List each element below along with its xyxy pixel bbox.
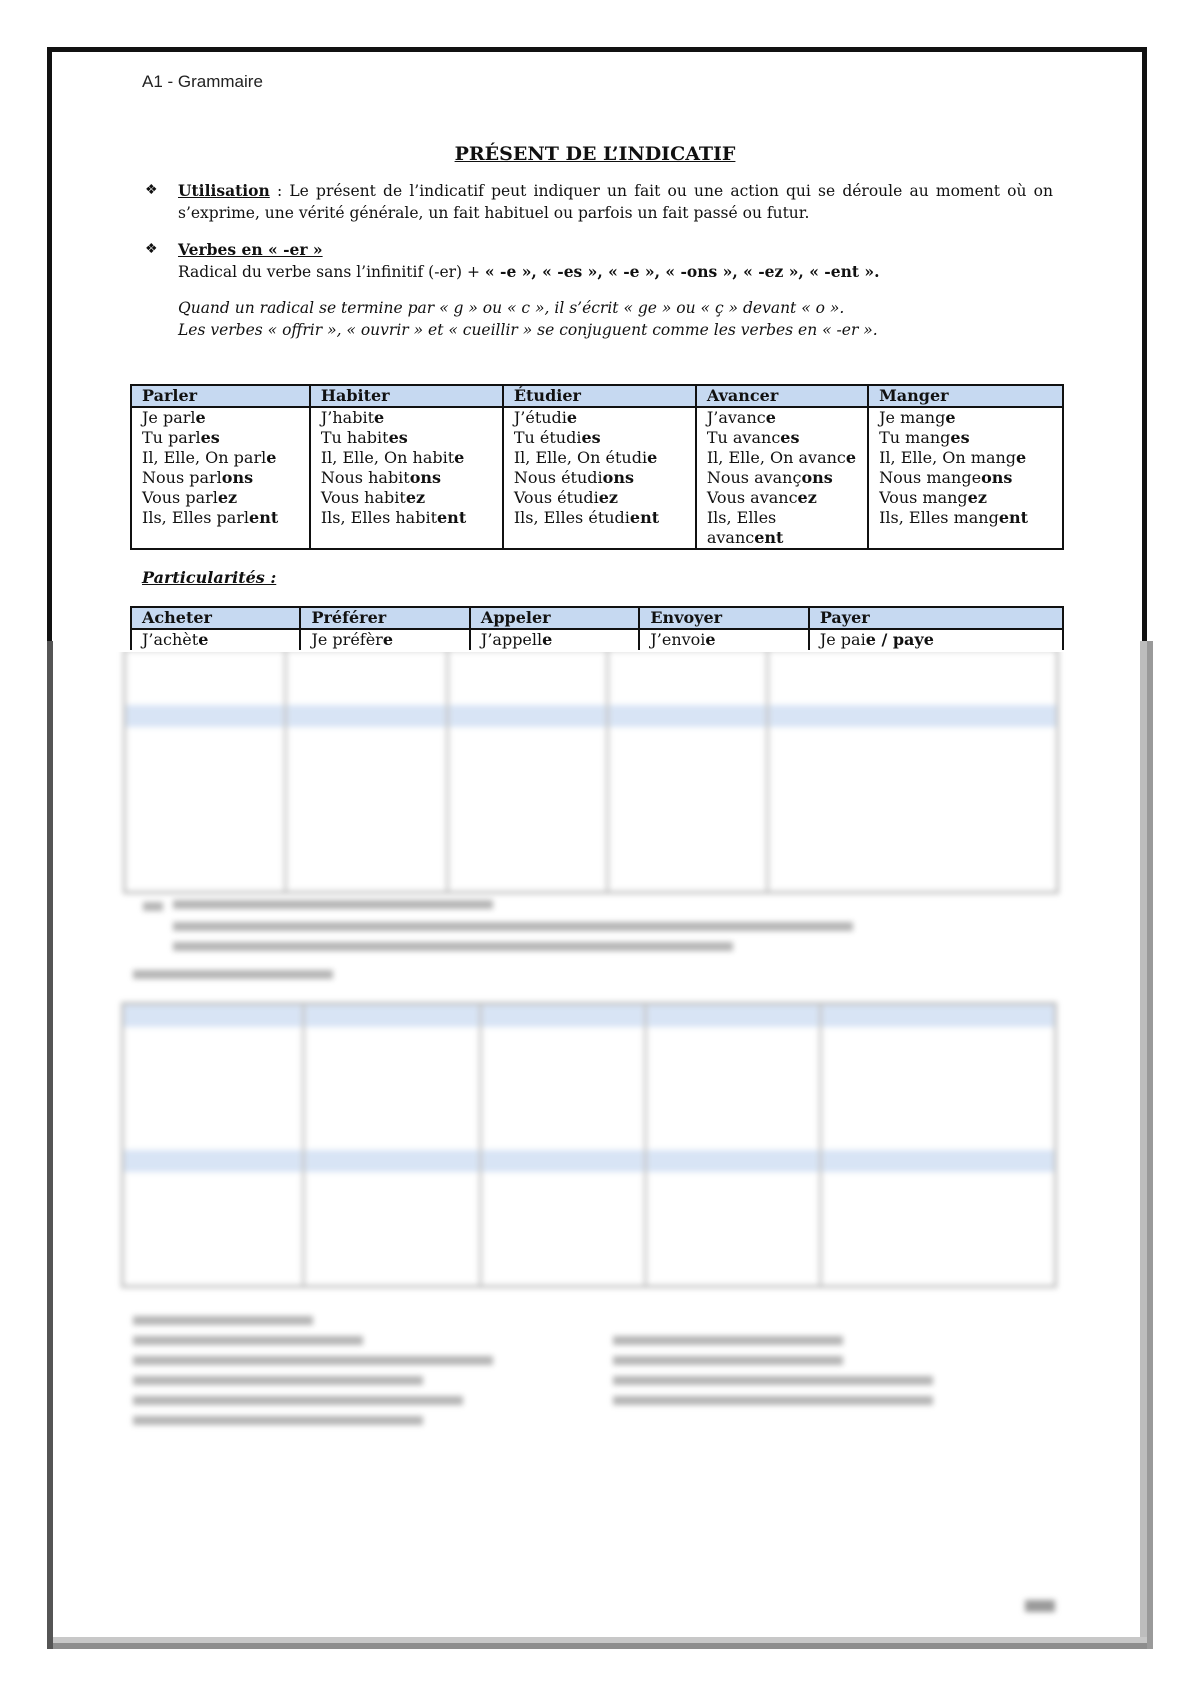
verb-ending: ez: [405, 488, 426, 507]
conjugation-line: [514, 448, 685, 468]
conjugation-line: [142, 630, 289, 650]
verb-stem: Il, Elle, On mang: [879, 448, 1017, 467]
verb-stem: Nous parl: [142, 468, 222, 487]
conjugation-line: [142, 508, 299, 528]
conjugation-line: [321, 448, 492, 468]
conjugation-cell: [696, 407, 868, 549]
verb-ending: ez: [217, 488, 238, 507]
verb-ending: es: [388, 428, 408, 447]
page-frame-top: [47, 47, 1147, 641]
conjugation-line: [514, 488, 685, 508]
verb-stem: Tu habit: [320, 428, 389, 447]
verb-ending: ons: [981, 468, 1013, 487]
verb-ending: ez: [967, 488, 987, 507]
verb-ending: e: [566, 408, 578, 427]
conjugation-line: [311, 630, 458, 650]
column-header: Acheter: [131, 607, 300, 629]
column-header: Manger: [868, 385, 1063, 407]
verb-stem: Il, Elle, On parl: [142, 448, 267, 467]
verb-stem: Je pai: [819, 630, 866, 649]
verb-stem: Ils, Elles parl: [142, 508, 250, 527]
verb-ending: es: [200, 428, 220, 447]
conjugation-line: [142, 408, 299, 428]
verb-ending: ez: [598, 488, 618, 507]
verb-stem: Ils, Elles avanc: [706, 508, 777, 547]
conjugation-line: [879, 508, 1052, 528]
verb-stem: Tu parl: [142, 428, 201, 447]
page-number-blurred: [1025, 1600, 1055, 1612]
verb-stem: Vous mang: [879, 488, 968, 507]
conjugation-line: [514, 408, 685, 428]
verb-stem: Il, Elle, On habit: [320, 448, 455, 467]
verb-stem: J’étudi: [513, 408, 567, 427]
column-header: Envoyer: [639, 607, 808, 629]
blurred-table: [121, 1002, 1057, 1288]
note-g-c: Quand un radical se termine par « g » ou « c », il s’écrit « ge » ou « ç » devant « o ».: [178, 299, 845, 317]
verb-ending: e: [198, 630, 209, 649]
verb-ending: ent: [629, 508, 660, 527]
verb-stem: Ils, Elles mang: [879, 508, 999, 527]
conjugation-cell: [131, 629, 300, 650]
conjugation-line: [707, 428, 857, 448]
column-header: Payer: [809, 607, 1063, 629]
conjugation-line: [707, 508, 857, 548]
conjugation-cell: [639, 629, 808, 650]
verb-ending: es: [581, 428, 601, 447]
page-title: [0, 143, 1190, 165]
verb-ending: ent: [998, 508, 1029, 527]
verb-ending: e: [454, 448, 465, 467]
utilisation-paragraph: [178, 180, 1053, 224]
conjugation-line: [707, 468, 857, 488]
page-header: A1 - Grammaire: [142, 72, 263, 91]
verb-ending: e: [705, 630, 716, 649]
verb-stem: Vous étudi: [513, 488, 599, 507]
verb-ending: ons: [602, 468, 634, 487]
verb-stem: Nous étudi: [513, 468, 603, 487]
verb-stem: Il, Elle, On étudi: [513, 448, 648, 467]
conjugation-cell: [470, 629, 639, 650]
conjugation-line: [707, 448, 857, 468]
column-header: Parler: [131, 385, 310, 407]
verb-ending: ons: [801, 468, 833, 487]
conjugation-table-particularites: [130, 606, 1064, 650]
conjugation-line: [707, 408, 857, 428]
verbes-er-rule: [178, 261, 1053, 283]
verb-ending: ent: [754, 528, 784, 547]
verb-ending: e: [542, 630, 553, 649]
verb-ending: es: [950, 428, 970, 447]
column-header: Habiter: [310, 385, 503, 407]
column-header: Préférer: [300, 607, 469, 629]
conjugation-cell: [300, 629, 469, 650]
verb-stem: Je parl: [142, 408, 196, 427]
verb-stem: Nous mange: [879, 468, 982, 487]
verb-stem: Vous avanc: [706, 488, 798, 507]
blurred-content-region: [53, 652, 1140, 1631]
diamond-bullet-icon: ❖: [145, 182, 158, 198]
verb-stem: Je préfèr: [311, 630, 383, 649]
conjugation-line: [321, 468, 492, 488]
verb-ending: e: [1016, 448, 1027, 467]
verb-ending: e: [945, 408, 956, 427]
conjugation-line: [321, 488, 492, 508]
conjugation-table-er: [130, 384, 1064, 550]
verb-stem: J’habit: [320, 408, 374, 427]
verbes-er-section: [178, 239, 1053, 341]
conjugation-line: [321, 408, 492, 428]
conjugation-line: [142, 468, 299, 488]
verb-stem: Tu avanc: [706, 428, 781, 447]
blurred-table: [123, 652, 1059, 894]
conjugation-line: [879, 448, 1052, 468]
verb-ending: e: [266, 448, 277, 467]
conjugation-line: [514, 468, 685, 488]
conjugation-line: [820, 630, 1052, 650]
note-offrir: Les verbes « offrir », « ouvrir » et « cueillir » se conjuguent comme les verbes en « -er ».: [178, 321, 878, 339]
conjugation-line: [481, 630, 628, 650]
column-header: Étudier: [503, 385, 696, 407]
verb-stem: J’envoi: [650, 630, 706, 649]
verb-ending: ent: [249, 508, 279, 527]
verb-ending: ons: [409, 468, 442, 487]
verb-ending: e: [845, 448, 857, 467]
diamond-bullet-icon: ❖: [145, 241, 158, 257]
conjugation-line: [707, 488, 857, 508]
verb-stem: Je mang: [879, 408, 946, 427]
column-header: Avancer: [696, 385, 868, 407]
conjugation-line: [879, 408, 1052, 428]
conjugation-line: [650, 630, 797, 650]
verb-stem: Tu étudi: [513, 428, 582, 447]
conjugation-cell: [809, 629, 1063, 650]
verb-stem: Ils, Elles étudi: [513, 508, 630, 527]
verb-stem: Il, Elle, On avanc: [706, 448, 846, 467]
verb-ending: es: [780, 428, 800, 447]
verb-stem: Tu mang: [879, 428, 951, 447]
verb-ending: e: [382, 630, 394, 649]
page-frame-shadow: [1147, 641, 1153, 1649]
conjugation-cell: [131, 407, 310, 549]
utilisation-label: Utilisation: [178, 181, 270, 200]
verb-ending: ent: [437, 508, 467, 527]
particularites-label: Particularités :: [142, 568, 277, 587]
rule-prefix: Radical du verbe sans l’infinitif (-er) +: [178, 263, 485, 281]
verb-ending: e: [765, 408, 776, 427]
verbes-er-label: Verbes en « -er »: [178, 240, 323, 259]
conjugation-cell: [503, 407, 696, 549]
conjugation-line: [321, 508, 492, 528]
utilisation-text: Le présent de l’indicatif peut indiquer un fait ou une action qui se déroule au moment où on s’exprime, une vérité générale, un fait habituel ou parfois un fait passé ou futur.: [178, 182, 1053, 222]
conjugation-line: [879, 428, 1052, 448]
conjugation-line: [879, 468, 1052, 488]
verb-stem: Nous avanç: [706, 468, 802, 487]
page-title-text: PRÉSENT DE L’INDICATIF: [454, 143, 736, 165]
conjugation-line: [879, 488, 1052, 508]
conjugation-line: [514, 428, 685, 448]
conjugation-line: [142, 488, 299, 508]
verb-ending: e: [647, 448, 658, 467]
conjugation-line: [321, 428, 492, 448]
verb-stem: Vous parl: [142, 488, 218, 507]
verb-ending: e / paye: [865, 630, 934, 649]
conjugation-line: [142, 428, 299, 448]
verb-ending: e: [195, 408, 206, 427]
column-header: Appeler: [470, 607, 639, 629]
conjugation-cell: [310, 407, 503, 549]
verb-stem: J’appell: [480, 630, 543, 649]
verb-stem: Ils, Elles habit: [320, 508, 437, 527]
verb-stem: J’avanc: [706, 408, 766, 427]
conjugation-line: [142, 448, 299, 468]
verb-stem: Vous habit: [320, 488, 406, 507]
conjugation-line: [514, 508, 685, 528]
utilisation-separator: :: [269, 182, 290, 200]
verb-ending: ons: [221, 468, 254, 487]
verb-stem: Nous habit: [320, 468, 410, 487]
verb-ending: e: [374, 408, 385, 427]
verb-stem: J’achèt: [142, 630, 199, 649]
rule-endings: « -e », « -es », « -e », « -ons », « -ez », « -ent ».: [484, 262, 880, 281]
conjugation-cell: [868, 407, 1063, 549]
verb-ending: ez: [797, 488, 817, 507]
